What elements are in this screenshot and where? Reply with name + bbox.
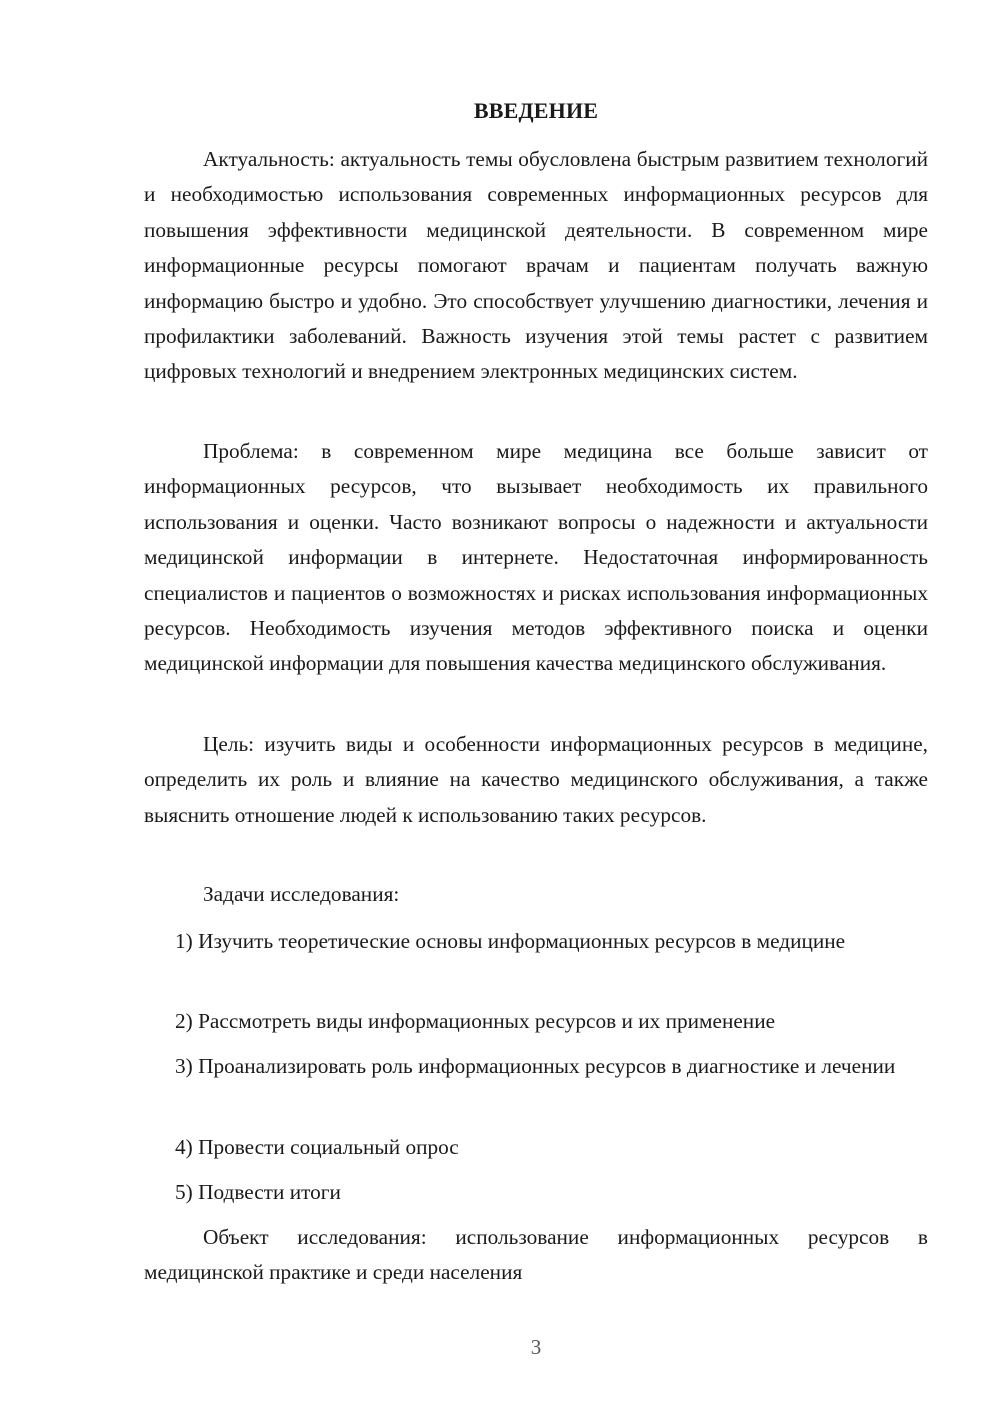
task-item-4: 4) Провести социальный опрос — [175, 1135, 459, 1159]
task-item-5: 5) Подвести итоги — [175, 1180, 341, 1204]
page-number: 3 — [530, 1335, 542, 1359]
task-item-3: 3) Проанализировать роль информационных ресурсов в диагностике и лечении — [175, 1054, 896, 1078]
task-item-2: 2) Рассмотреть виды информационных ресурсов и их применение — [175, 1009, 776, 1033]
paragraph-goal: Цель: изучить виды и особенности информационных ресурсов в медицине, определить их роль и влияние на качество медицинского обслуживания, а также выяснить отношение людей к использованию таких ресурсов. — [144, 732, 928, 827]
paragraph-relevance: Актуальность: актуальность темы обусловлена быстрым развитием технологий и необходимостью использования современных информационных ресурсов для повышения эффективности медицинской деятельности. В современном мире информационные ресурсы помогают врачам и пациентам получать важную информацию быстро и удобно. Это способствует улучшению диагностики, лечения и профилактики заболеваний. Важность изучения этой темы растет с развитием цифровых технологий и внедрением электронных медицинских систем. — [144, 147, 928, 384]
paragraph-object: Объект исследования: использование информационных ресурсов в медицинской практике и среди населения — [144, 1225, 928, 1285]
paragraph-tasks-heading: Задачи исследования: — [203, 882, 400, 906]
paragraph-problem: Проблема: в современном мире медицина все больше зависит от информационных ресурсов, что вызывает необходимость их правильного использования и оценки. Часто возникают вопросы о надежности и актуальности медицинской информации в интернете. Недостаточная информированность специалистов и пациентов о возможностях и рисках использования информационных ресурсов. Необходимость изучения методов эффективного поиска и оценки медицинской информации для повышения качества медицинского обслуживания. — [144, 439, 928, 676]
task-item-1: 1) Изучить теоретические основы информационных ресурсов в медицине — [175, 929, 846, 953]
section-title: ВВЕДЕНИЕ — [473, 98, 599, 123]
